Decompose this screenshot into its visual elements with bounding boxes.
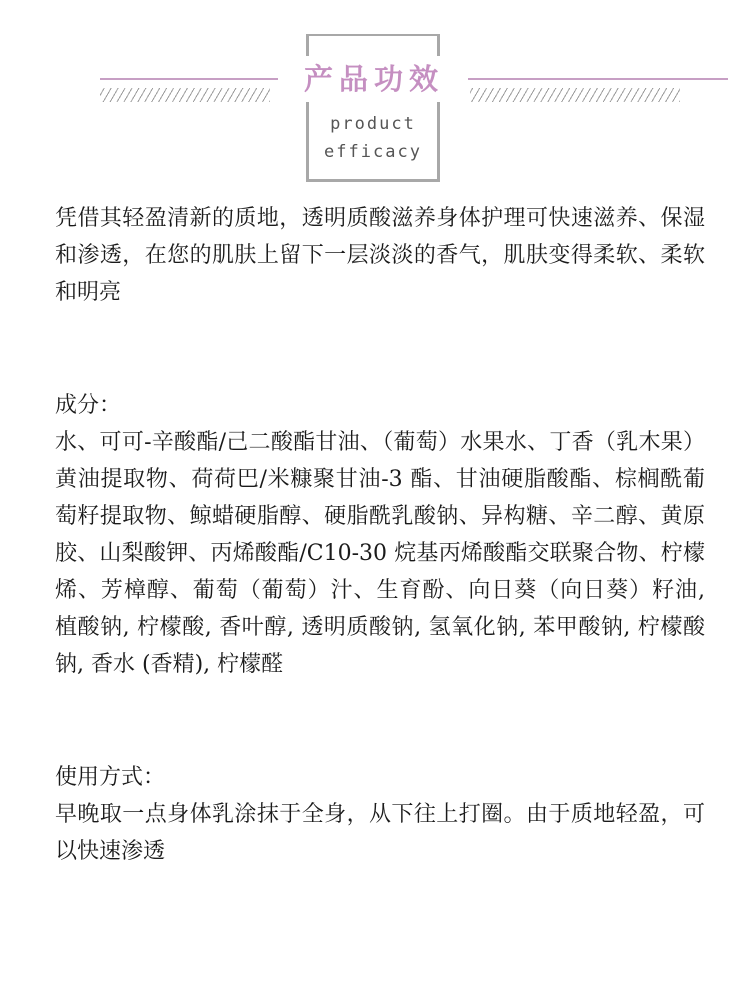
decorative-line-right — [466, 78, 728, 80]
ingredients-heading: 成分： — [55, 393, 122, 418]
ingredients-paragraph: 水、可可-辛酸酯/己二酸酯甘油、（葡萄）水果水、丁香（乳木果）黄油提取物、荷荷巴/米糠聚甘油-3 酯、甘油硬脂酸酯、棕榈酰葡萄籽提取物、鲸蜡硬脂醇、硬脂酰乳酸钠、异构糖、辛二醇、黄原胶、山梨酸钾、丙烯酸酯/C10-30 烷基丙烯酸酯交联聚合物、柠檬烯、芳樟醇、葡萄（葡萄）汁、生育酚、向日葵（向日葵）籽油, 植酸钠, 柠檬酸, 香叶醇, 透明质酸钠, 氢氧化钠, 苯甲酸钠, 柠檬酸钠, 香水 (香精), 柠檬醛 — [55, 430, 705, 677]
spacer — [55, 721, 705, 759]
spacer — [55, 311, 705, 349]
section-header — [0, 0, 750, 200]
section-title: 产品功效 — [280, 56, 468, 102]
spacer — [55, 683, 705, 721]
product-description — [55, 200, 705, 870]
usage-heading: 使用方式： — [55, 765, 166, 790]
intro-paragraph: 凭借其轻盈清新的质地，透明质酸滋养身体护理可快速滋养、保湿和渗透，在您的肌肤上留下一层淡淡的香气，肌肤变得柔软、柔软和明亮 — [55, 206, 705, 305]
hatch-pattern-right — [470, 88, 680, 102]
section-subtitle-line1: product — [330, 114, 416, 134]
spacer — [55, 349, 705, 387]
section-subtitle-line2: efficacy — [324, 142, 422, 162]
decorative-line-left — [100, 78, 278, 80]
usage-paragraph: 早晚取一点身体乳涂抹于全身，从下往上打圈。由于质地轻盈，可以快速渗透 — [55, 802, 705, 864]
hatch-pattern-left — [100, 88, 270, 102]
